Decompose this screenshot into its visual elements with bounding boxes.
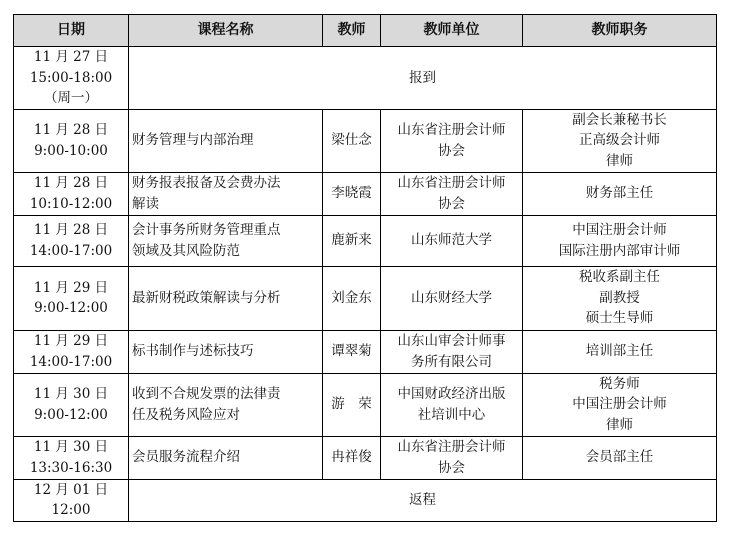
course-cell-line: 收到不合规发票的法律责 — [132, 386, 281, 402]
table-row — [14, 109, 717, 172]
unit-cell-line: 山东财经大学 — [411, 289, 492, 306]
teacher-cell — [323, 330, 381, 373]
unit-cell-line: 社培训中心 — [417, 406, 486, 423]
course-cell-line: 领域及其风险防范 — [132, 242, 240, 259]
unit-cell-line: 协会 — [438, 459, 465, 476]
title-cell — [523, 266, 717, 330]
course-cell — [129, 215, 323, 266]
table-row — [14, 266, 717, 330]
teacher-cell-line: 梁仕念 — [331, 132, 372, 149]
title-cell — [523, 330, 717, 373]
schedule-body — [14, 47, 717, 522]
unit-cell — [381, 172, 523, 215]
date-cell-line: 11 月 28 日 — [33, 122, 109, 138]
date-cell-line: 14:00-17:00 — [29, 242, 113, 259]
title-cell — [523, 109, 717, 172]
title-cell-line: 税务师 — [599, 375, 640, 392]
date-cell — [14, 215, 129, 266]
course-cell — [129, 109, 323, 172]
course-cell — [129, 373, 323, 436]
teacher-cell — [323, 215, 381, 266]
date-cell-line: 11 月 28 日 — [33, 222, 109, 238]
title-cell-line: 硕士生导师 — [585, 310, 654, 327]
table-row — [14, 47, 717, 110]
date-cell — [14, 330, 129, 373]
event-cell — [129, 479, 717, 521]
date-cell — [14, 373, 129, 436]
event-cell-line: 返程 — [409, 491, 436, 508]
date-cell-line: 11 月 27 日 — [33, 49, 109, 65]
date-cell-line: （周一） — [44, 90, 98, 106]
date-cell-line: 11 月 29 日 — [33, 333, 109, 349]
title-cell-line: 副教授 — [599, 289, 640, 306]
date-cell-line: 9:00-10:00 — [34, 142, 108, 159]
title-cell — [523, 215, 717, 266]
course-cell-line: 财务管理与内部治理 — [132, 132, 254, 149]
course-cell-line: 标书制作与述标技巧 — [132, 343, 254, 360]
unit-cell — [381, 266, 523, 330]
title-cell-line: 律师 — [606, 152, 633, 169]
course-cell — [129, 436, 323, 479]
date-cell — [14, 266, 129, 330]
course-cell-line: 解读 — [132, 195, 159, 212]
header-title: 教师职务 — [523, 15, 717, 47]
teacher-cell — [323, 109, 381, 172]
title-cell-line: 国际注册内部审计师 — [558, 242, 681, 259]
unit-cell — [381, 215, 523, 266]
header-date: 日期 — [14, 15, 129, 47]
date-cell — [14, 172, 129, 215]
title-cell-line: 培训部主任 — [585, 343, 654, 360]
date-cell — [14, 109, 129, 172]
title-cell-line: 律师 — [606, 416, 633, 433]
table-row — [14, 172, 717, 215]
teacher-cell-line: 游 荣 — [331, 396, 372, 413]
teacher-cell — [323, 436, 381, 479]
date-cell-line: 11 月 30 日 — [33, 439, 109, 455]
title-cell-line: 税收系副主任 — [579, 269, 660, 286]
course-cell-line: 财务报表报备及会费办法 — [132, 175, 281, 191]
date-cell-line: 14:00-17:00 — [29, 353, 113, 370]
date-cell-line: 12 月 01 日 — [33, 481, 109, 498]
teacher-cell-line: 冉祥俊 — [331, 449, 372, 466]
date-cell-line: 9:00-12:00 — [34, 300, 108, 316]
unit-cell — [381, 373, 523, 436]
teacher-cell — [323, 172, 381, 215]
unit-cell-line: 山东师范大学 — [411, 232, 492, 249]
course-cell-line: 会计事务所财务管理重点 — [132, 222, 281, 238]
teacher-cell-line: 刘金东 — [331, 289, 372, 306]
course-cell-line: 会员服务流程介绍 — [132, 449, 240, 466]
unit-cell-line: 山东山审会计师事 — [397, 333, 506, 349]
course-cell — [129, 266, 323, 330]
title-cell-line: 中国注册会计师 — [572, 396, 667, 413]
course-cell-line: 最新财税政策解读与分析 — [132, 289, 281, 306]
date-cell-line: 13:30-16:30 — [29, 459, 113, 476]
unit-cell-line: 务所有限公司 — [411, 353, 492, 370]
date-cell — [14, 47, 129, 110]
date-cell-line: 12:00 — [51, 502, 91, 518]
date-cell-line: 9:00-12:00 — [34, 406, 108, 423]
date-cell-line: 11 月 29 日 — [33, 279, 109, 296]
unit-cell — [381, 436, 523, 479]
title-cell-line: 中国注册会计师 — [572, 222, 667, 238]
date-cell-line: 11 月 28 日 — [33, 175, 109, 191]
event-cell-line: 报到 — [409, 69, 436, 86]
course-cell — [129, 172, 323, 215]
date-cell-line: 10:10-12:00 — [29, 195, 113, 212]
teacher-cell — [323, 266, 381, 330]
header-course: 课程名称 — [129, 15, 323, 47]
title-cell-line: 副会长兼秘书长 — [572, 111, 667, 128]
teacher-cell — [323, 373, 381, 436]
unit-cell — [381, 109, 523, 172]
header-row — [14, 15, 717, 47]
unit-cell — [381, 330, 523, 373]
table-row — [14, 436, 717, 479]
title-cell-line: 会员部主任 — [585, 449, 654, 466]
unit-cell-line: 中国财政经济出版 — [397, 386, 506, 402]
date-cell-line: 11 月 30 日 — [33, 386, 109, 402]
course-cell — [129, 330, 323, 373]
table-row — [14, 479, 717, 521]
title-cell — [523, 373, 717, 436]
course-cell-line: 任及税务风险应对 — [132, 406, 240, 423]
unit-cell-line: 山东省注册会计师 — [397, 439, 506, 455]
unit-cell-line: 协会 — [438, 195, 465, 212]
table-row — [14, 330, 717, 373]
title-cell — [523, 172, 717, 215]
table-row — [14, 373, 717, 436]
title-cell-line: 财务部主任 — [585, 185, 654, 202]
date-cell-line: 15:00-18:00 — [29, 69, 113, 86]
date-cell — [14, 436, 129, 479]
schedule-table — [13, 14, 717, 522]
event-cell — [129, 47, 717, 110]
header-teacher: 教师 — [323, 15, 381, 47]
teacher-cell-line: 李晓霞 — [331, 185, 372, 202]
unit-cell-line: 山东省注册会计师 — [397, 175, 506, 191]
header-unit: 教师单位 — [381, 15, 523, 47]
table-row — [14, 215, 717, 266]
unit-cell-line: 山东省注册会计师 — [397, 122, 506, 138]
teacher-cell-line: 谭翠菊 — [331, 343, 372, 360]
date-cell — [14, 479, 129, 521]
title-cell — [523, 436, 717, 479]
unit-cell-line: 协会 — [438, 142, 465, 159]
title-cell-line: 正高级会计师 — [579, 132, 660, 149]
teacher-cell-line: 鹿新来 — [331, 232, 372, 249]
